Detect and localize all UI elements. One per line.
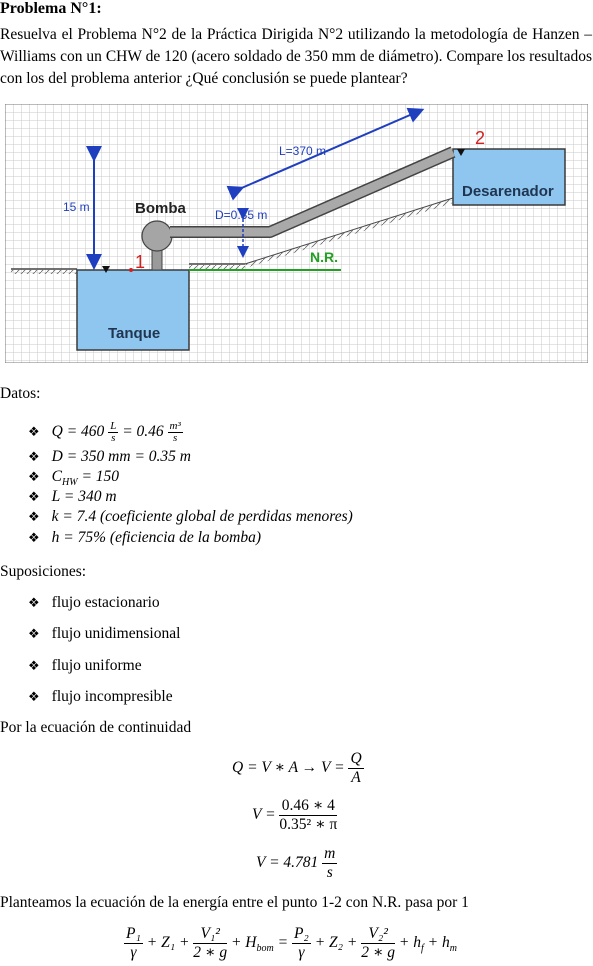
eq3-num: m [324, 845, 336, 862]
problem-statement: Resuelva el Problema N°2 de la Práctica Dirigida N°2 utilizando la metodología de Hanzen – Williams con un CHW de 120 (acero soldado de 350 mm de diámetro). Compare los resultados con los del problema anterior ¿Qué conclusión se puede plantear? [0, 26, 592, 87]
dato-l [28, 488, 117, 506]
ground-hatch-mid [189, 265, 245, 269]
eq4-term-2-sub: bom [256, 943, 274, 955]
eq4-term-2: + H [230, 934, 257, 952]
bullet-icon: ❖ [28, 424, 40, 440]
eq4-term-1: + Z₁ + [146, 934, 190, 952]
dato-k-lhs: k = 7.4 [51, 508, 100, 525]
continuidad-text: Por la ecuación de continuidad [0, 719, 192, 736]
dato-q-lhs: Q = 460 [51, 423, 105, 441]
dato-d [28, 448, 191, 466]
bullet-icon: ❖ [28, 689, 40, 704]
eq4-f1-den: γ [130, 944, 137, 961]
eq4-term-5: + h [398, 934, 422, 952]
pump-riser [152, 250, 162, 270]
equation-energy [124, 925, 457, 962]
unit-frac-1-num: L [110, 420, 117, 432]
eq4-frac-1 [124, 925, 143, 962]
eq4-f4-den: 2 ∗ g [361, 944, 396, 961]
unit-frac-1 [108, 421, 118, 444]
eq2-den: 0.35² ∗ π [279, 816, 338, 833]
eq4-term-6-sub: m [449, 943, 457, 955]
suposicion-text: flujo uniforme [51, 657, 142, 674]
eq3-den: s [326, 864, 333, 881]
suposicion-item [28, 657, 142, 675]
problem-title: Problema N°1: [0, 0, 102, 17]
dato-k [28, 508, 353, 526]
eq3-frac [322, 845, 337, 882]
bullet-icon: ❖ [28, 449, 40, 464]
eq4-frac-3 [292, 925, 311, 962]
eq2-lhs: V = [252, 806, 276, 824]
eq1-den: A [351, 769, 361, 786]
equation-velocity-result [256, 845, 337, 882]
ground-hatch-left [11, 270, 77, 274]
bullet-icon: ❖ [28, 530, 40, 545]
dato-q [28, 421, 183, 444]
equation-continuity [232, 750, 364, 787]
suposicion-item [28, 594, 160, 612]
eq4-term-6: + h [427, 934, 450, 952]
unit-frac-2-num: m³ [169, 420, 181, 432]
point-1-dot [129, 268, 133, 272]
dato-d-text: D = 350 mm = 0.35 m [51, 448, 191, 465]
suposicion-text: flujo estacionario [51, 594, 160, 611]
pump-body [142, 221, 172, 251]
bullet-icon: ❖ [28, 626, 40, 641]
bullet-icon: ❖ [28, 509, 40, 524]
dato-l-text: L = 340 m [51, 488, 117, 505]
bomba-label: Bomba [135, 200, 186, 217]
desarenador-label: Desarenador [462, 183, 554, 200]
diagram-svg [5, 104, 588, 363]
eq1-num: Q [350, 750, 362, 767]
eq2-num: 0.46 ∗ 4 [279, 797, 337, 816]
dato-q-mid: = 0.46 [122, 423, 164, 441]
length-label: L=370 m [279, 144, 327, 158]
bullet-icon: ❖ [28, 489, 40, 504]
dato-chw-sym: C [51, 468, 62, 485]
bullet-icon: ❖ [28, 658, 40, 673]
dato-h-paren: (eficiencia de la bomba) [109, 529, 261, 546]
bullet-icon: ❖ [28, 469, 40, 484]
unit-frac-2-den: s [173, 432, 178, 444]
unit-frac-2 [168, 421, 183, 444]
suposicion-item [28, 625, 180, 643]
datos-heading: Datos: [0, 385, 41, 402]
unit-frac-1-den: s [111, 432, 116, 444]
eq3-lhs: V = 4.781 [256, 854, 319, 872]
eq4-equals: = [277, 934, 289, 952]
bullet-icon: ❖ [28, 595, 40, 610]
eq4-frac-2 [193, 925, 227, 962]
suposicion-text: flujo unidimensional [51, 625, 181, 642]
eq4-f1-num: P₁ [126, 925, 141, 942]
diameter-label: D=0.35 m [215, 208, 268, 222]
dato-h-lhs: h = 75% [51, 529, 110, 546]
eq4-f2-num: V₁² [193, 925, 227, 944]
system-diagram [5, 104, 588, 363]
dato-chw [28, 468, 119, 488]
eq4-term-4: + Z₂ + [314, 934, 358, 952]
suposicion-item [28, 688, 173, 706]
eq4-f3-num: P₂ [293, 925, 309, 942]
dato-chw-rest: = 150 [77, 468, 120, 485]
energia-text: Planteamos la ecuación de la energía entre el punto 1-2 con N.R. pasa por 1 [0, 894, 469, 911]
eq1-lhs: Q = V ∗ A → V = [232, 759, 345, 777]
eq4-term-5-sub: f [421, 943, 424, 955]
eq4-f2-den: 2 ∗ g [193, 944, 228, 961]
suposiciones-heading: Suposiciones: [0, 563, 87, 580]
eq2-frac [279, 797, 337, 834]
dato-k-paren: (coeficiente global de perdidas menores) [100, 508, 353, 525]
suposicion-text: flujo incompresible [51, 688, 173, 705]
eq4-frac-4 [361, 925, 395, 962]
dato-h [28, 529, 261, 547]
eq1-frac [348, 750, 363, 787]
eq4-f4-num: V₂² [361, 925, 395, 944]
point-1-label: 1 [135, 252, 146, 272]
tanque-label: Tanque [108, 325, 161, 342]
nr-label: N.R. [310, 249, 338, 265]
equation-velocity [252, 797, 337, 834]
point-2-label: 2 [475, 128, 486, 148]
dato-chw-sub: HW [62, 477, 78, 489]
height-label: 15 m [63, 200, 90, 214]
eq4-f3-den: γ [298, 944, 305, 961]
